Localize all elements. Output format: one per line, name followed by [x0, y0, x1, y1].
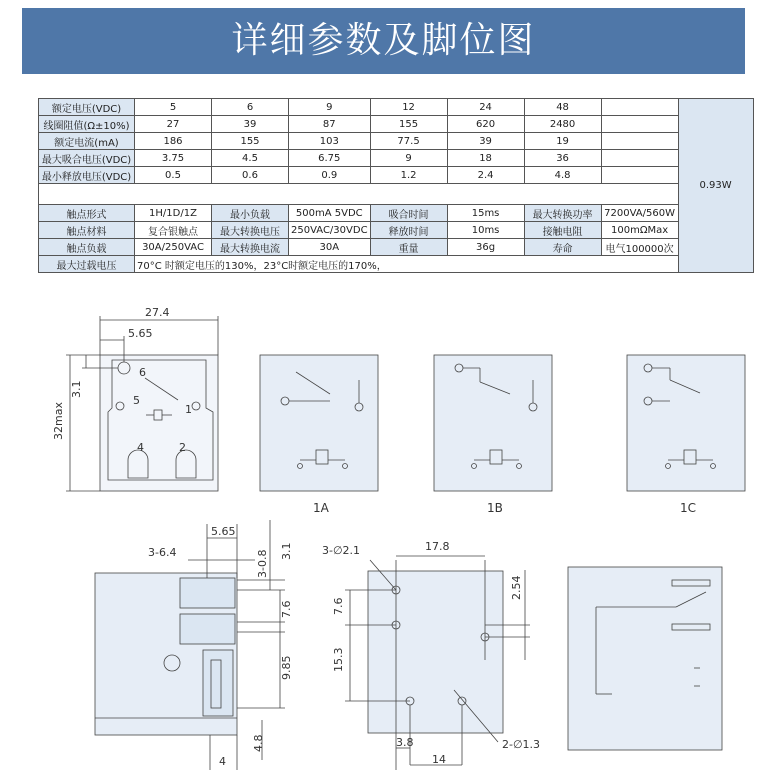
spec-cell: 7200VA/560W	[601, 205, 678, 222]
dim-height-label: 32max	[52, 402, 65, 440]
spec-cell: 10ms	[447, 222, 524, 239]
contact-label-1b: 1B	[487, 501, 503, 515]
dim-label: 5.65	[211, 525, 236, 538]
spec-cell: 19	[524, 133, 601, 150]
overload-note: 70°C 时额定电压的130%，23°C时额定电压的170%，	[135, 256, 679, 273]
spec-cell: 0.9	[289, 167, 371, 184]
spec-cell: 250VAC/30VDC	[289, 222, 371, 239]
pin-number: 1	[185, 403, 192, 416]
spec-label: 最小释放电压(VDC)	[39, 167, 135, 184]
spec-label: 重量	[370, 239, 447, 256]
spec-cell: 48	[524, 99, 601, 116]
dim-label: 15.3	[332, 647, 345, 672]
spec-cell: 6	[212, 99, 289, 116]
spec-label: 吸合时间	[370, 205, 447, 222]
spec-cell: 100mΩMax	[601, 222, 678, 239]
dim-label: 2.54	[510, 575, 523, 600]
page-title: 详细参数及脚位图	[231, 20, 536, 61]
spec-cell: 39	[212, 116, 289, 133]
dim-label: 3.8	[396, 736, 414, 749]
spec-label: 最大吸合电压(VDC)	[39, 150, 135, 167]
spec-label: 最大过载电压	[39, 256, 135, 273]
spec-cell: 电气100000次	[601, 239, 678, 256]
spec-cell: 24	[447, 99, 524, 116]
contact-diagram-1a	[260, 355, 378, 491]
spec-cell: 36g	[447, 239, 524, 256]
spec-cell: 6.75	[289, 150, 371, 167]
spec-label: 触点负载	[39, 239, 135, 256]
contact-diagram-1b	[434, 355, 552, 491]
spec-cell: 30A/250VAC	[135, 239, 212, 256]
dim-label: 14	[432, 753, 446, 766]
contact-diagram-1c	[627, 355, 745, 491]
spec-cell: 1.2	[370, 167, 447, 184]
dim-pin-top-label: 3.1	[70, 380, 83, 398]
dim-slot-label: 3-6.4	[148, 546, 177, 559]
dim-label: 3-0.8	[256, 549, 269, 578]
dim-offset-label: 5.65	[128, 327, 153, 340]
spec-label: 最小负载	[212, 205, 289, 222]
power-cell: 0.93W	[678, 99, 753, 273]
dim-width-label: 27.4	[145, 306, 170, 319]
spec-cell: 36	[524, 150, 601, 167]
dim-label: 7.6	[332, 597, 345, 615]
spec-label: 释放时间	[370, 222, 447, 239]
spec-cell: 0.6	[212, 167, 289, 184]
spec-cell: 4.8	[524, 167, 601, 184]
dim-label: 17.8	[425, 540, 450, 553]
relay-body-outline	[100, 355, 218, 491]
spec-label: 触点材料	[39, 222, 135, 239]
spec-cell: 12	[370, 99, 447, 116]
dim-label: 3.1	[280, 542, 293, 560]
spec-cell: 复合银触点	[135, 222, 212, 239]
spec-cell: 2.4	[447, 167, 524, 184]
spec-label: 接触电阻	[524, 222, 601, 239]
spec-cell: 9	[370, 150, 447, 167]
dim-label: 7.6	[280, 600, 293, 618]
spec-label: 额定电流(mA)	[39, 133, 135, 150]
spec-cell: 103	[289, 133, 371, 150]
spec-label: 最大转换功率	[524, 205, 601, 222]
spec-cell: 87	[289, 116, 371, 133]
spec-cell: 39	[447, 133, 524, 150]
pin-number: 5	[133, 394, 140, 407]
spec-cell: 27	[135, 116, 212, 133]
contact-label-1a: 1A	[313, 501, 329, 515]
spec-label: 触点形式	[39, 205, 135, 222]
spec-cell: 9	[289, 99, 371, 116]
contact-label-1c: 1C	[680, 501, 697, 515]
hole-dim-label: 2-∅1.3	[502, 738, 541, 751]
spec-cell: 3.75	[135, 150, 212, 167]
top-view-drawing	[66, 316, 218, 491]
spec-cell: 15ms	[447, 205, 524, 222]
spec-cell: 155	[370, 116, 447, 133]
spec-cell: 4.5	[212, 150, 289, 167]
pin-number: 2	[179, 441, 186, 454]
spec-cell: 0.5	[135, 167, 212, 184]
spec-label: 最大转换电流	[212, 239, 289, 256]
dim-label: 9.85	[280, 655, 293, 680]
spec-cell: 620	[447, 116, 524, 133]
spec-cell: 18	[447, 150, 524, 167]
dim-label: 4.8	[252, 734, 265, 752]
spec-cell: 5	[135, 99, 212, 116]
spec-label: 额定电压(VDC)	[39, 99, 135, 116]
spec-cell: 155	[212, 133, 289, 150]
spec-label: 线圈阻值(Ω±10%)	[39, 116, 135, 133]
spec-cell: 30A	[289, 239, 371, 256]
hole-dim-label: 3-∅2.1	[322, 544, 361, 557]
spec-cell: 500mA 5VDC	[289, 205, 371, 222]
spec-label: 最大转换电压	[212, 222, 289, 239]
pin-number: 4	[137, 441, 144, 454]
spec-cell: 2480	[524, 116, 601, 133]
spec-cell: 186	[135, 133, 212, 150]
pin-number: 6	[139, 366, 146, 379]
schematic-drawing	[568, 567, 722, 750]
dim-label: 4	[219, 755, 226, 768]
spec-label: 寿命	[524, 239, 601, 256]
spec-cell: 77.5	[370, 133, 447, 150]
spec-cell: 1H/1D/1Z	[135, 205, 212, 222]
